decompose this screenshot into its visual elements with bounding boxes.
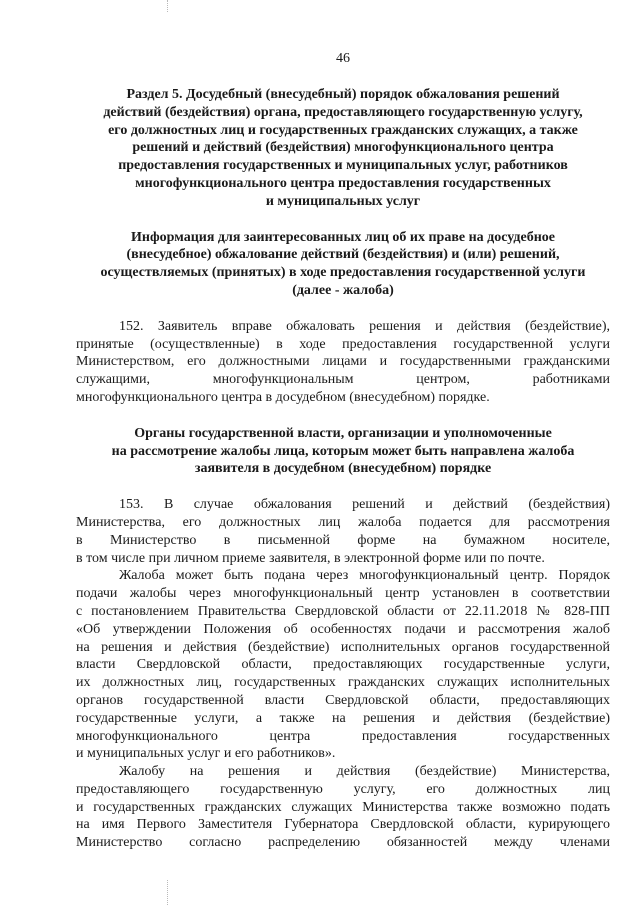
paragraph-line: на имя Первого Заместителя Губернатора Свердловской области, курирующего [76, 817, 610, 833]
subheading-line: Органы государственной власти, организации и уполномоченные [134, 425, 552, 441]
paragraph-line: их должностных лиц, государственных гражданских служащих исполнительных [76, 675, 610, 691]
paragraph-line: «Об утверждении Положения об особенностях подачи и рассмотрения жалоб [76, 621, 610, 637]
paragraph-line: органов государственной власти Свердловской области, предоставляющих [76, 692, 610, 708]
paragraph-153 [76, 496, 610, 567]
paragraph-line: многофункционального центра предоставления государственных [76, 728, 610, 744]
section-title-line: предоставления государственных и муниципальных услуг, работников [118, 158, 568, 174]
paragraph-line: в том числе при личном приеме заявителя, в электронной форме или по почте. [76, 550, 545, 566]
paragraph-line: Жалоба может быть подана через многофункциональный центр. Порядок [119, 568, 610, 584]
paragraph-line: с постановлением Правительства Свердловской области от 22.11.2018 № 828-ПП [76, 603, 610, 619]
subheading-line: осуществляемых (принятых) в ходе предоставления государственной услуги [100, 265, 586, 281]
paragraph-line: служащими, многофункциональным центром, работниками [76, 372, 610, 388]
subheading-complaint-rights [76, 229, 610, 300]
subheading-line: (далее - жалоба) [292, 282, 394, 298]
binding-dots-bottom [167, 880, 168, 905]
paragraph-line: предоставляющего государственную услугу, его должностных лиц [76, 781, 610, 797]
section-title-line: его должностных лиц и государственных гражданских служащих, а также [108, 122, 578, 138]
subheading-authorities [76, 425, 610, 478]
paragraph-line: государственные услуги, а также на решения и действия (бездействие) [76, 710, 610, 726]
paragraph-line: 152. Заявитель вправе обжаловать решения и действия (бездействие), [119, 318, 610, 334]
paragraph-152 [76, 318, 610, 407]
paragraph-line: и государственных гражданских служащих Министерства также возможно подать [76, 799, 610, 815]
paragraph-line: Министерством, его должностными лицами и государственными гражданскими [76, 354, 610, 370]
section-title [76, 86, 610, 211]
subheading-line: Информация для заинтересованных лиц об их праве на досудебное [131, 229, 555, 245]
section-title-line: Раздел 5. Досудебный (внесудебный) порядок обжалования решений [126, 87, 560, 102]
paragraph-line: власти Свердловской области, предоставляющих государственные услуги, [76, 657, 610, 673]
section-title-line: решений и действий (бездействия) многофункционального центра [132, 140, 554, 156]
paragraph-line: многофункционального центра в досудебном (внесудебном) порядке. [76, 389, 490, 405]
section-title-line: многофункционального центра предоставления государственных [135, 175, 551, 191]
paragraph-line: на решения и действия (бездействие) исполнительных органов государственной [76, 639, 610, 655]
document-page [76, 50, 610, 852]
page-number: 46 [336, 51, 350, 66]
paragraph-line: Министерство согласно распределению обязанностей между членами [76, 835, 610, 851]
section-title-line: действий (бездействия) органа, предоставляющего государственную услугу, [103, 104, 583, 120]
paragraph-line: Министерства, его должностных лиц жалоба подается для рассмотрения [76, 514, 610, 530]
subheading-line: на рассмотрение жалобы лица, которым может быть направлена жалоба [111, 443, 575, 459]
paragraph-line: и муниципальных услуг и его работников». [76, 746, 336, 762]
paragraph-line: в Министерство в письменной форме на бумажном носителе, [76, 532, 610, 548]
section-title-line: и муниципальных услуг [265, 193, 421, 209]
subheading-line: заявителя в досудебном (внесудебном) порядке [194, 461, 492, 477]
paragraph-line: Жалобу на решения и действия (бездействие) Министерства, [119, 764, 610, 780]
paragraph-mfc [76, 567, 610, 763]
paragraph-governor [76, 763, 610, 852]
paragraph-line: 153. В случае обжалования решений и действий (бездействия) [119, 497, 610, 513]
paragraph-line: принятые (осуществленные) в ходе предоставления государственной услуги [76, 336, 610, 352]
subheading-line: (внесудебное) обжалование действий (бездействия) и (или) решений, [126, 247, 560, 263]
paragraph-line: подачи жалобы через многофункциональный центр установлен в соответствии [76, 586, 610, 602]
binding-dots-top [167, 0, 168, 12]
